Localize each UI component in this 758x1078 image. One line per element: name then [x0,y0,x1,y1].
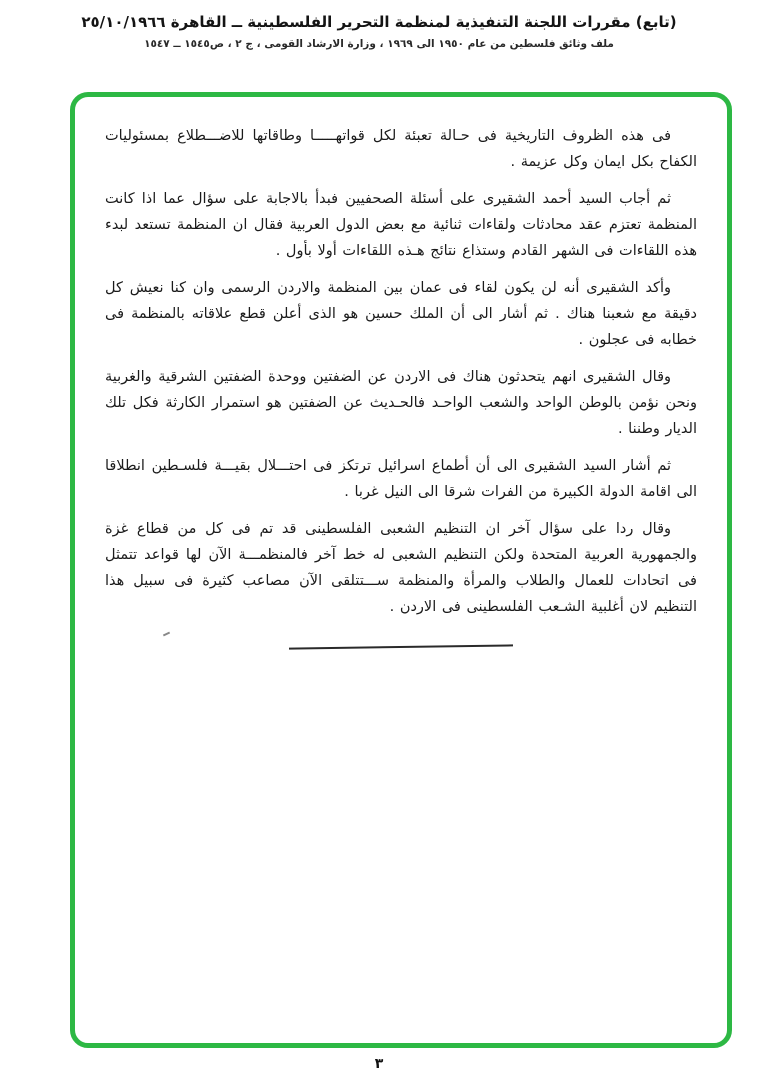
paragraph: وقال الشقيرى انهم يتحدثون هناك فى الاردن عن الضفتين ووحدة الضفتين الشرقية والغربية ونحن نؤمن بالوطن الواحد والشعب الواحـد فالحـديث عن الضفتين هو استمرار الكارثة فكل تلك الديار وطننا . [105,369,697,437]
header-title: (تابع) مقررات اللجنة التنفيذية لمنظمة التحرير الفلسطينية ــ القاهرة ٢٥/١٠/١٩٦٦ [81,13,677,31]
section-divider [289,644,513,649]
paragraph: وأكد الشقيرى أنه لن يكون لقاء فى عمان بين المنظمة والاردن الرسمى وان كنا نعيش كل دقيقة مع شعبنا هناك . ثم أشار الى أن الملك حسين هو الذى أعلن قطع علاقاته بالمنظمة فى خطابه فى عجلون . [105,280,697,348]
document-header [0,0,758,50]
paragraph: ثم أجاب السيد أحمد الشقيرى على أسئلة الصحفيين فبدأ بالاجابة على سؤال عما اذا كانت المنظمة تعتزم عقد محادثات ولقاءات ثنائية مع بعض الدول العربية فقال ان المنظمة تستعد لبدء هذه اللقاءات فى الشهر القادم وستذاع نتائج هـذه اللقاءات أولا بأول . [105,191,697,259]
document-border [70,92,732,1048]
stray-ink-mark [163,632,170,637]
paragraph: ثم أشار السيد الشقيرى الى أن أطماع اسرائيل ترتكز فى احتـــلال بقيـــة فلسـطين انطلاقا الى اقامة الدولة الكبيرة من الفرات شرقا الى النيل غربا . [105,458,697,500]
page-number: ٣ [374,1056,384,1072]
header-source-citation: ملف وثائق فلسطين من عام ١٩٥٠ الى ١٩٦٩ ، وزارة الارشاد القومى ، ج ٢ ، ص١٥٤٥ ــ ١٥٤٧ [144,38,614,50]
paragraph: وقال ردا على سؤال آخر ان التنظيم الشعبى الفلسطينى قد تم فى كل من قطاع غزة والجمهورية العربية المتحدة ولكن التنظيم الشعبى له خط آخر فالمنظمـــة الآن لها قواعد تتمثل فى اتحادات للعمال والطلاب والمرأة والمنظمة ســـتتلقى الآن مصاعب كثيرة فى سبيل هذا التنظيم لان أغلبية الشـعب الفلسطينى فى الاردن . [105,521,697,615]
paragraph: فى هذه الظروف التاريخية فى حـالة تعبئة لكل قواتهـــــا وطاقاتها للاضـــطلاع بمسئوليات الكفاح بكل ايمان وكل عزيمة . [105,128,697,170]
